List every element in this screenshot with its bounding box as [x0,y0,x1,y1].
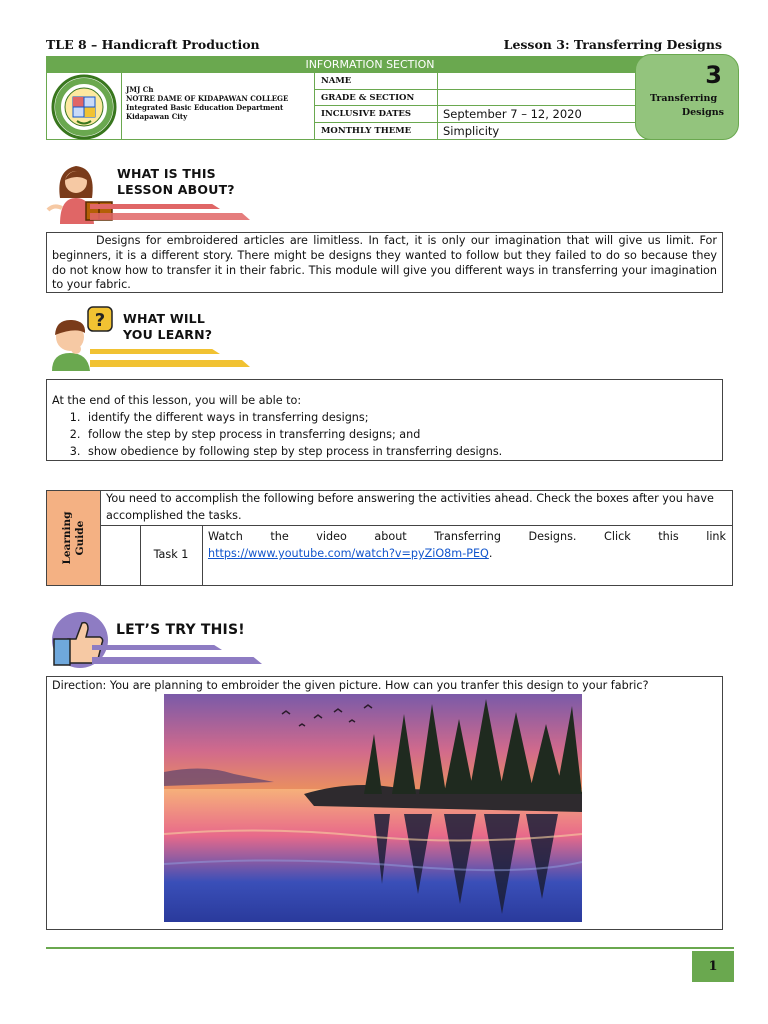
page-number: 1 [692,951,734,982]
task-text: Watch the video about Transferring Designs. Click this link [208,530,726,543]
learn-title [123,311,212,343]
lesson-badge [635,54,739,140]
learn-stripe [90,349,220,354]
try-stripe [92,657,262,664]
objective-item: 1. identify the different ways in transferring designs; [84,409,717,426]
direction-text: Direction: You are planning to embroider the given picture. How can you tranfer this design to your fabric? [52,679,649,692]
info-label: NAME [315,73,438,89]
school-line: Kidapawan City [126,112,188,121]
school-line: Integrated Basic Education Department [126,103,284,112]
learn-intro: At the end of this lesson, you will be able to: [52,394,302,407]
lake-sunset-picture [164,694,582,922]
school-line: NOTRE DAME OF KIDAPAWAN COLLEGE [126,94,289,103]
about-text: Designs for embroidered articles are limitless. In fact, it is only our imagination that will give us limit. For beginners, it is a different story. There might be designs they wanted to follow but they failed to do so because they do not know how to transfer it in their fabric. This module will give you different ways in transferring your imagination to your fabric. [52,234,717,292]
information-section [46,56,694,140]
video-link[interactable]: https://www.youtube.com/watch?v=pyZiO8m-PEQ [208,547,489,560]
svg-text:?: ? [94,310,106,331]
task-checkbox[interactable] [100,526,141,585]
try-title: LET’S TRY THIS! [116,622,245,638]
guide-instruction: You need to accomplish the following before answering the activities ahead. Check the boxes after you have accomplished the tasks. [100,491,732,526]
try-stripe [92,645,222,650]
school-logo-icon [47,73,121,140]
guide-side-line: Learning [60,511,73,565]
learn-title-line: YOU LEARN? [123,327,213,342]
about-title-line: LESSON ABOUT? [117,182,235,197]
task-description [202,526,732,585]
logo-cell [47,73,122,140]
learn-box [46,379,723,461]
learn-stripe [90,360,250,367]
about-stripe [90,204,220,209]
monthly-theme-value: Simplicity [443,123,500,138]
link-suffix: . [488,547,493,560]
badge-line: Transferring [650,93,718,104]
school-line: JMJ Ch [126,85,154,94]
about-title-line: WHAT IS THIS [117,166,216,181]
info-label: GRADE & SECTION [315,90,438,106]
learn-title-line: WHAT WILL [123,311,206,326]
info-label: MONTHLY THEME [315,123,438,140]
about-title [117,166,235,198]
header-subject: TLE 8 – Handicraft Production [46,37,260,52]
info-label: INCLUSIVE DATES [315,106,438,122]
guide-side-line: Guide [73,520,86,556]
objectives-list [52,409,717,460]
lesson-number: 3 [705,61,722,89]
objective-item: 2. follow the step by step process in transferring designs; and [84,426,717,443]
badge-line: Designs [681,107,724,118]
information-section-title: INFORMATION SECTION [47,57,693,73]
learning-guide [46,490,733,586]
about-box [46,232,723,293]
about-stripe [90,213,250,220]
header-lesson: Lesson 3: Transferring Designs [503,37,722,52]
learning-guide-label [47,491,101,585]
objective-item: 3. show obedience by following step by step process in transferring designs. [84,443,717,460]
footer-line [46,947,734,949]
school-info [121,73,315,140]
task-label: Task 1 [140,526,203,585]
inclusive-dates-value: September 7 – 12, 2020 [443,107,582,121]
